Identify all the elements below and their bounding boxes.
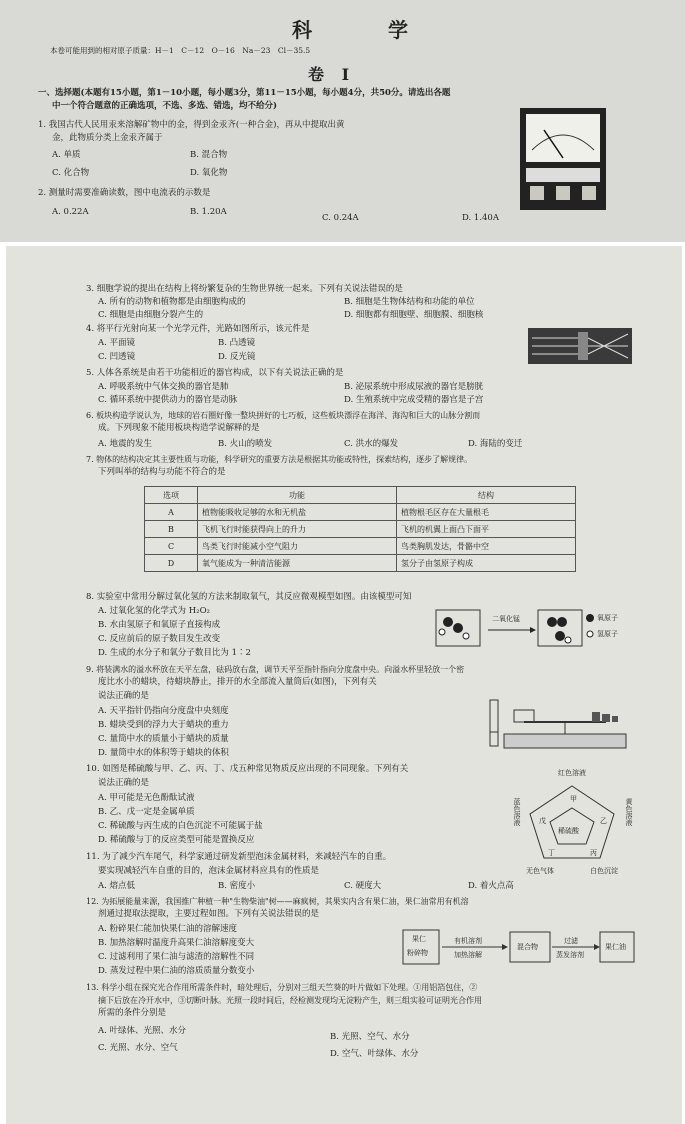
volume-heading: 卷 Ⅰ — [308, 65, 356, 84]
q3-stem: 3. 细胞学说的提出在结构上将纷繁复杂的生物世界统一起来。下列有关说法错误的是 — [86, 284, 403, 294]
q4-option-c: C. 凹透镜 — [98, 352, 136, 362]
q1-option-b: B. 混合物 — [190, 150, 228, 160]
exam-page-top — [0, 0, 685, 242]
q13-option-a: A. 叶绿体、光照、水分 — [98, 1026, 187, 1036]
q10-option-a: A. 甲可能是无色酚酞试液 — [98, 793, 195, 803]
label-top: 红色溶液 — [558, 769, 586, 777]
q4-stem: 4. 将平行光射向某一个光学元件，光路如图所示，该元件是 — [86, 324, 310, 334]
q13-stem-3: 所需的条件分别是 — [98, 1008, 167, 1018]
catalyst-label: 二氧化锰 — [492, 615, 520, 623]
q11-stem-2: 要实现减轻汽车自重的目的，泡沫金属材料应具有的性质是 — [98, 866, 320, 876]
q7-table — [144, 486, 576, 572]
q10-stem-2: 说法正确的是 — [98, 778, 150, 788]
q1-stem-2: 金，此物质分类上金汞齐属于 — [52, 133, 163, 143]
q2-option-a: A. 0.22A — [52, 207, 89, 217]
q1-option-a: A. 单质 — [52, 150, 81, 160]
q1-option-d: D. 氧化物 — [190, 168, 228, 178]
table-cell: 飞机的机翼上面凸下面平 — [397, 521, 576, 538]
label-bottom-right: 白色沉淀 — [590, 867, 618, 875]
label-bottom-left: 无色气体 — [526, 867, 554, 875]
table-header-row — [145, 487, 576, 504]
ammeter-figure — [518, 106, 608, 212]
q5-option-a: A. 呼吸系统中气体交换的器官是肺 — [98, 382, 229, 392]
q6-option-d: D. 海陆的变迁 — [468, 439, 523, 449]
q8-option-a: A. 过氧化氢的化学式为 H₂O₂ — [98, 606, 210, 616]
q7-stem-2: 下列叫举的结构与功能不符合的是 — [98, 467, 226, 477]
q9-stem-2: 度比水小的蜡块，待蜡块静止，排开的水全部流入量筒后(如图)，下列有关 — [98, 677, 377, 687]
q6-option-a: A. 地震的发生 — [98, 439, 153, 449]
q13-stem-2: 摘下后放在冷开水中，③切断叶脉。光照一段时间后，经检测发现均无淀粉产生，则三组实验可证明光合作用 — [98, 996, 482, 1005]
atomic-masses: 本卷可能用到的相对原子质量：H－1 C－12 O－16 Na－23 Cl－35.5 — [50, 46, 311, 55]
table-cell: C — [145, 538, 198, 555]
sulfuric-acid-figure — [506, 768, 640, 880]
q4-option-b: B. 凸透镜 — [218, 338, 256, 348]
column-header: 选项 — [145, 487, 198, 504]
q8-option-b: B. 水由氢原子和氧原子直接构成 — [98, 620, 221, 630]
q12-stem-1: 12. 为拓展能量来源，我国推广种植一种"生物柴油"树——麻疯树，其果实内含有果仁油，果仁油常用有机溶 — [86, 897, 469, 906]
flow-arrow1-bottom: 加热溶解 — [454, 951, 482, 959]
q11-option-a: A. 熔点低 — [98, 881, 136, 891]
column-header: 结构 — [397, 487, 576, 504]
table-cell: 氧气能成为一种清洁能源 — [198, 555, 397, 572]
q9-stem-3: 说法正确的是 — [98, 691, 150, 701]
lens-figure — [528, 328, 632, 364]
table-cell: 飞机飞行时能获得向上的升力 — [198, 521, 397, 538]
q6-stem-2: 成。下列现象不能用板块构造学说解释的是 — [98, 423, 260, 433]
node-bing: 丙 — [590, 849, 597, 857]
flow-box2: 混合物 — [517, 943, 538, 951]
node-jia: 甲 — [570, 795, 577, 803]
q12-option-d: D. 蒸发过程中果仁油的溶质质量分数变小 — [98, 966, 255, 976]
q3-option-c: C. 细胞是由细胞分裂产生的 — [98, 310, 204, 320]
q11-stem-1: 11. 为了减少汽车尾气，科学家通过研发新型泡沫金属材料，来减轻汽车的自重。 — [86, 852, 392, 862]
q9-option-b: B. 蜡块受到的浮力大于蜡块的重力 — [98, 720, 229, 730]
q8-option-c: C. 反应前后的原子数目发生改变 — [98, 634, 221, 644]
reaction-model-figure — [434, 608, 632, 648]
q10-option-d: D. 稀硫酸与丁的反应类型可能是置换反应 — [98, 835, 255, 845]
q6-option-b: B. 火山的喷发 — [218, 439, 273, 449]
q3-option-b: B. 细胞是生物体结构和功能的单位 — [344, 297, 475, 307]
flow-arrow1-top: 有机溶剂 — [454, 937, 482, 945]
q9-stem-1: 9. 将装满水的溢水杯放在天平左盘，砝码放右盘，调节天平至指针指向分度盘中央。向溢水杯里轻放一个密 — [86, 665, 465, 674]
table-cell: 氢分子由氢原子构成 — [397, 555, 576, 572]
q13-option-c: C. 光照、水分、空气 — [98, 1043, 178, 1053]
table-cell: 植物能吸收足够的水和无机盐 — [198, 504, 397, 521]
table-cell: D — [145, 555, 198, 572]
q3-option-d: D. 细胞都有细胞壁、细胞膜、细胞核 — [344, 310, 484, 320]
q8-option-d: D. 生成的水分子和氧分子数目比为 1∶2 — [98, 648, 251, 658]
q12-option-c: C. 过滤利用了果仁油与滤渣的溶解性不同 — [98, 952, 255, 962]
label-center: 稀硫酸 — [558, 827, 579, 835]
node-ding: 丁 — [548, 849, 555, 857]
page-title: 科 学 — [292, 18, 436, 42]
q13-option-b: B. 光照、空气、水分 — [330, 1032, 410, 1042]
q12-stem-2: 剂通过提取法提取，主要过程如图。下列有关说法错误的是 — [98, 909, 320, 919]
q2-option-c: C. 0.24A — [322, 213, 359, 223]
q6-stem-1: 6. 板块构造学说认为，地球的岩石圈好像一整块拼好的七巧板，这些板块漂浮在海洋、海沟和巨大的山脉分割而 — [86, 411, 481, 420]
table-row — [145, 555, 576, 572]
table-row — [145, 538, 576, 555]
column-header: 功能 — [198, 487, 397, 504]
q5-option-b: B. 泌尿系统中形成尿液的器官是膀胱 — [344, 382, 484, 392]
exam-page-bottom — [6, 246, 682, 1124]
table-row — [145, 504, 576, 521]
q8-stem: 8. 实验室中常用分解过氧化氢的方法来制取氧气，其反应微观模型如图。由该模型可知 — [86, 592, 412, 602]
q1-stem-1: 1. 我国古代人民用汞来溶解矿物中的金，得到金汞齐(一种合金)，再从中提取出黄 — [38, 120, 345, 130]
q3-option-a: A. 所有的动物和植物都是由细胞构成的 — [98, 297, 246, 307]
q6-option-c: C. 洪水的爆发 — [344, 439, 399, 449]
q5-option-d: D. 生殖系统中完成受精的器官是子宫 — [344, 395, 484, 405]
balance-figure — [484, 692, 632, 754]
legend-hydrogen: 氢原子 — [597, 630, 618, 638]
table-cell: 鸟类飞行时能减小空气阻力 — [198, 538, 397, 555]
q9-option-c: C. 量筒中水的质量小于蜡块的质量 — [98, 734, 229, 744]
table-cell: 鸟类胸肌发达，骨骼中空 — [397, 538, 576, 555]
flow-arrow2-top: 过滤 — [564, 937, 578, 945]
flow-arrow2-bottom: 蒸发溶剂 — [556, 951, 584, 959]
q12-option-b: B. 加热溶解时温度升高果仁油溶解度变大 — [98, 938, 255, 948]
q10-stem-1: 10. 如图是稀硫酸与甲、乙、丙、丁、戊五种常见物质反应出现的不同现象。下列有关 — [86, 764, 409, 774]
flow-box1-bottom: 粉碎物 — [407, 949, 428, 957]
node-wu: 戊 — [539, 817, 546, 825]
q5-stem: 5. 人体各系统是由若干功能相近的器官构成，以下有关说法正确的是 — [86, 368, 344, 378]
q2-option-b: B. 1.20A — [190, 207, 227, 217]
q9-option-a: A. 天平指针仍指向分度盘中央刻度 — [98, 706, 229, 716]
flow-box3: 果仁油 — [605, 943, 626, 951]
node-yi: 乙 — [600, 817, 607, 825]
table-cell: A — [145, 504, 198, 521]
q4-option-a: A. 平面镜 — [98, 338, 136, 348]
q7-stem-1: 7. 物体的结构决定其主要性质与功能，科学研究的重要方法是根据其功能或特性，探索结构，逐步了解规律。 — [86, 455, 473, 464]
section-instructions-1: 一、选择题(本题有15小题，第1－10小题，每小题3分，第11－15小题，每小题4分，共50分。请选出各题 — [38, 88, 451, 98]
q9-option-d: D. 量筒中水的体积等于蜡块的体积 — [98, 748, 229, 758]
q5-option-c: C. 循环系统中提供动力的器官是动脉 — [98, 395, 238, 405]
flow-box1-top: 果仁 — [412, 935, 426, 943]
label-right: 黄色溶液 — [625, 798, 633, 826]
table-cell: 植物根毛区存在大量根毛 — [397, 504, 576, 521]
q1-option-c: C. 化合物 — [52, 168, 90, 178]
label-left: 蓝色溶液 — [513, 798, 521, 826]
q10-option-c: C. 稀硫酸与丙生成的白色沉淀不可能属于盐 — [98, 821, 263, 831]
q13-option-d: D. 空气、叶绿体、水分 — [330, 1049, 419, 1059]
q13-stem-1: 13. 科学小组在探究光合作用所需条件时，暗处理后，分别对三组天竺葵的叶片做如下处理。①用铝箔包住，② — [86, 983, 478, 992]
q4-option-d: D. 反光镜 — [218, 352, 256, 362]
q11-option-b: B. 密度小 — [218, 881, 256, 891]
table-row — [145, 521, 576, 538]
q11-option-d: D. 着火点高 — [468, 881, 514, 891]
q2-option-d: D. 1.40A — [462, 213, 499, 223]
q2-stem: 2. 测量时需要准确读数，图中电流表的示数是 — [38, 188, 211, 198]
extraction-flow-figure — [402, 926, 636, 968]
section-instructions-2: 中一个符合题意的正确选项，不选、多选、错选，均不给分) — [52, 101, 278, 111]
legend-oxygen: 氧原子 — [597, 614, 618, 622]
q12-option-a: A. 粉碎果仁能加快果仁油的溶解速度 — [98, 924, 238, 934]
table-cell: B — [145, 521, 198, 538]
q11-option-c: C. 硬度大 — [344, 881, 382, 891]
q10-option-b: B. 乙、戊一定是金属单质 — [98, 807, 195, 817]
